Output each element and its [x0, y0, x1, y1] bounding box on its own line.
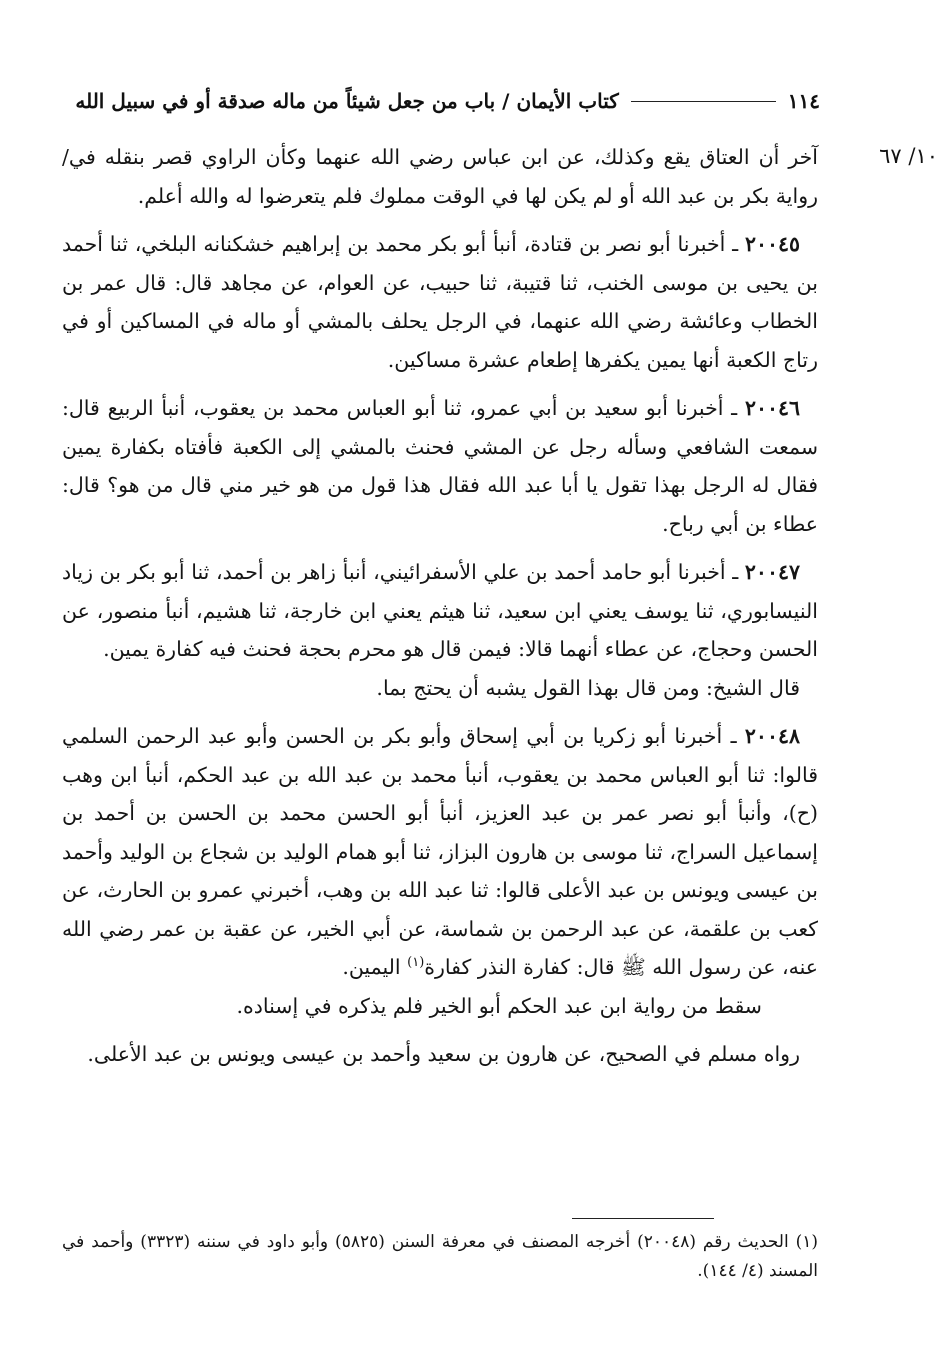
footnote-marker[interactable]: (١) — [407, 955, 425, 971]
running-title: كتاب الأيمان / باب من جعل شيئاً من ماله صدقة أو في سبيل الله — [75, 89, 619, 113]
hadith-text: ـ أخبرنا أبو زكريا بن أبي إسحاق وأبو بكر بن الحسن وأبو عبد الرحمن السلمي قالوا: ثنا أبو العباس محمد بن يعقوب، أنبأ محمد بن عبد الله بن عبد الحكم، أنبأ ابن وهب (ح)، وأنبأ أبو نصر عمر بن عبد العزيز، أنبأ أبو الحسن محمد بن الحسن بن أحمد بن إسماعيل السراج، ثنا موسى بن هارون البزاز، ثنا أبو همام الوليد بن شجاع بن الوليد وأحمد بن عيسى ويونس بن عبد الأعلى قالوا: ثنا عبد الله بن وهب، أخبرني عمرو بن الحارث، عن كعب بن علقمة، عن عبد الرحمن بن شماسة، عن أبي الخير، عن عقبة بن عمر رضي الله عنه، عن رسول الله ﷺ قال: كفارة النذر كفارة — [62, 724, 818, 979]
paragraph-continuation: آخر أن العتاق يقع وكذلك، عن ابن عباس رضي الله عنهما وكأن الراوي قصر بنقله في/ رواية بكر بن عبد الله أو لم يكن لها في الوقت مملوك فلم يتعرضوا له والله أعلم. — [62, 145, 818, 208]
hadith-number: ٢٠٠٤٨ — [744, 724, 800, 748]
main-text — [62, 138, 818, 1084]
hadith-text-end: اليمين. — [342, 955, 401, 979]
isnad-note: سقط من رواية ابن عبد الحكم أبو الخير فلم يذكره في إسناده. — [236, 993, 762, 1018]
page-number: ١١٤ — [787, 89, 820, 113]
takhrij-note: رواه مسلم في الصحيح، عن هارون بن سعيد وأحمد بن عيسى ويونس بن عبد الأعلى. — [87, 1042, 800, 1066]
footnote: (١) الحديث رقم (٢٠٠٤٨) أخرجه المصنف في معرفة السنن (٥٨٢٥) وأبو داود في سننه (٣٣٢٣) وأحمد في المسند (٤/ ١٤٤). — [62, 1232, 818, 1281]
page-header — [60, 84, 820, 118]
hadith-20046 — [62, 389, 818, 543]
hadith-text: ـ أخبرنا أبو سعيد بن أبي عمرو، ثنا أبو العباس محمد بن يعقوب، أنبأ الربيع قال: سمعت الشافعي وسأله رجل عن المشي فحنث بالمشي إلى الكعبة فأفتاه بكفارة يمين فقال له الرجل بهذا تقول يا أبا عبد الله فقال هذا قول من هو خير مني قال من هو؟ قال: عطاء بن أبي رباح. — [62, 396, 818, 536]
hadith-number: ٢٠٠٤٥ — [744, 232, 800, 256]
hadith-20047 — [62, 553, 818, 669]
hadith-20048 — [62, 717, 818, 987]
header-rule — [631, 101, 776, 102]
hadith-number: ٢٠٠٤٧ — [744, 560, 800, 584]
footnote-separator — [572, 1218, 714, 1219]
margin-volume-page-ref: ١٠/ ٦٧ — [879, 144, 938, 168]
hadith-20045 — [62, 225, 818, 379]
shaykh-comment: قال الشيخ: ومن قال بهذا القول يشبه أن يحتج بما. — [376, 675, 800, 700]
hadith-number: ٢٠٠٤٦ — [744, 396, 800, 420]
hadith-text: ـ أخبرنا أبو نصر بن قتادة، أنبأ أبو بكر محمد بن إبراهيم خشكنانه البلخي، ثنا أحمد بن يحيى بن موسى الخنب، ثنا قتيبة، ثنا حبيب، عن العوام، عن مجاهد قال: قال عمر بن الخطاب وعائشة رضي الله عنهما، في الرجل يحلف بالمشي أو ماله في المساكين أو في رتاج الكعبة أنها يمين يكفرها إطعام عشرة مساكين. — [62, 232, 818, 372]
hadith-text: ـ أخبرنا أبو حامد أحمد بن علي الأسفرائيني، أنبأ زاهر بن أحمد، ثنا أبو بكر بن زياد النيسابوري، ثنا يوسف يعني ابن سعيد، ثنا هيثم يعني ابن خارجة، ثنا هشيم، أنبأ منصور، عن الحسن وحجاج، عن عطاء أنهما قالا: فيمن قال هو محرم بحجة فحنث فيه كفارة يمين. — [62, 560, 818, 661]
